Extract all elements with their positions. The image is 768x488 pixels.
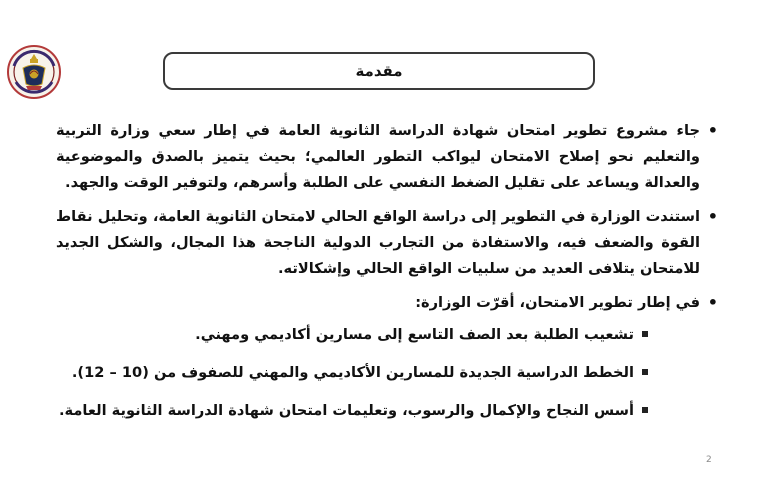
sub-item: [56, 360, 648, 386]
sub-item-text: تشعيب الطلبة بعد الصف التاسع إلى مسارين أكاديمي ومهني.: [195, 326, 634, 343]
sub-item: [56, 322, 648, 348]
bullet-item: [56, 204, 720, 282]
section-title-box: [163, 52, 595, 90]
bullet-text: جاء مشروع تطوير امتحان شهادة الدراسة الثانوية العامة في إطار سعي وزارة التربية والتعليم نحو إصلاح الامتحان ليواكب التطور العالمي؛ بحيث يتميز بالصدق والموضوعية والعدالة ويساعد على تقليل الضغط النفسي على الطلبة وأسرهم، ولتوفير الوقت والجهد.: [56, 122, 700, 191]
square-bullet-icon: [642, 331, 648, 337]
bullet-item: [56, 118, 720, 196]
bullet-text: في إطار تطوير الامتحان، أقرّت الوزارة:: [415, 294, 700, 311]
bullet-dot-icon: •: [707, 207, 718, 226]
main-content: [56, 118, 720, 436]
square-bullet-icon: [642, 407, 648, 413]
sub-list: [56, 322, 700, 424]
jordan-crest-icon: [6, 44, 62, 100]
bullet-dot-icon: •: [707, 121, 718, 140]
page-title: مقدمة: [355, 62, 403, 80]
sub-item-text: الخطط الدراسية الجديدة للمسارين الأكاديمي والمهني للصفوف من (10 – 12).: [71, 364, 634, 381]
sub-item: [56, 398, 648, 424]
bullet-text: استندت الوزارة في التطوير إلى دراسة الواقع الحالي لامتحان الثانوية العامة، وتحليل نقاط القوة والضعف فيه، والاستفادة من التجارب الدولية الناجحة هذا المجال، والشكل الجديد للامتحان يتلافى العديد من سلبيات الواقع الحالي وإشكالاته.: [56, 208, 700, 277]
sub-item-text: أسس النجاح والإكمال والرسوب، وتعليمات امتحان شهادة الدراسة الثانوية العامة.: [58, 402, 634, 419]
bullet-item: [56, 290, 720, 424]
square-bullet-icon: [642, 369, 648, 375]
page-number: 2: [706, 455, 712, 465]
bullet-dot-icon: •: [707, 293, 718, 312]
